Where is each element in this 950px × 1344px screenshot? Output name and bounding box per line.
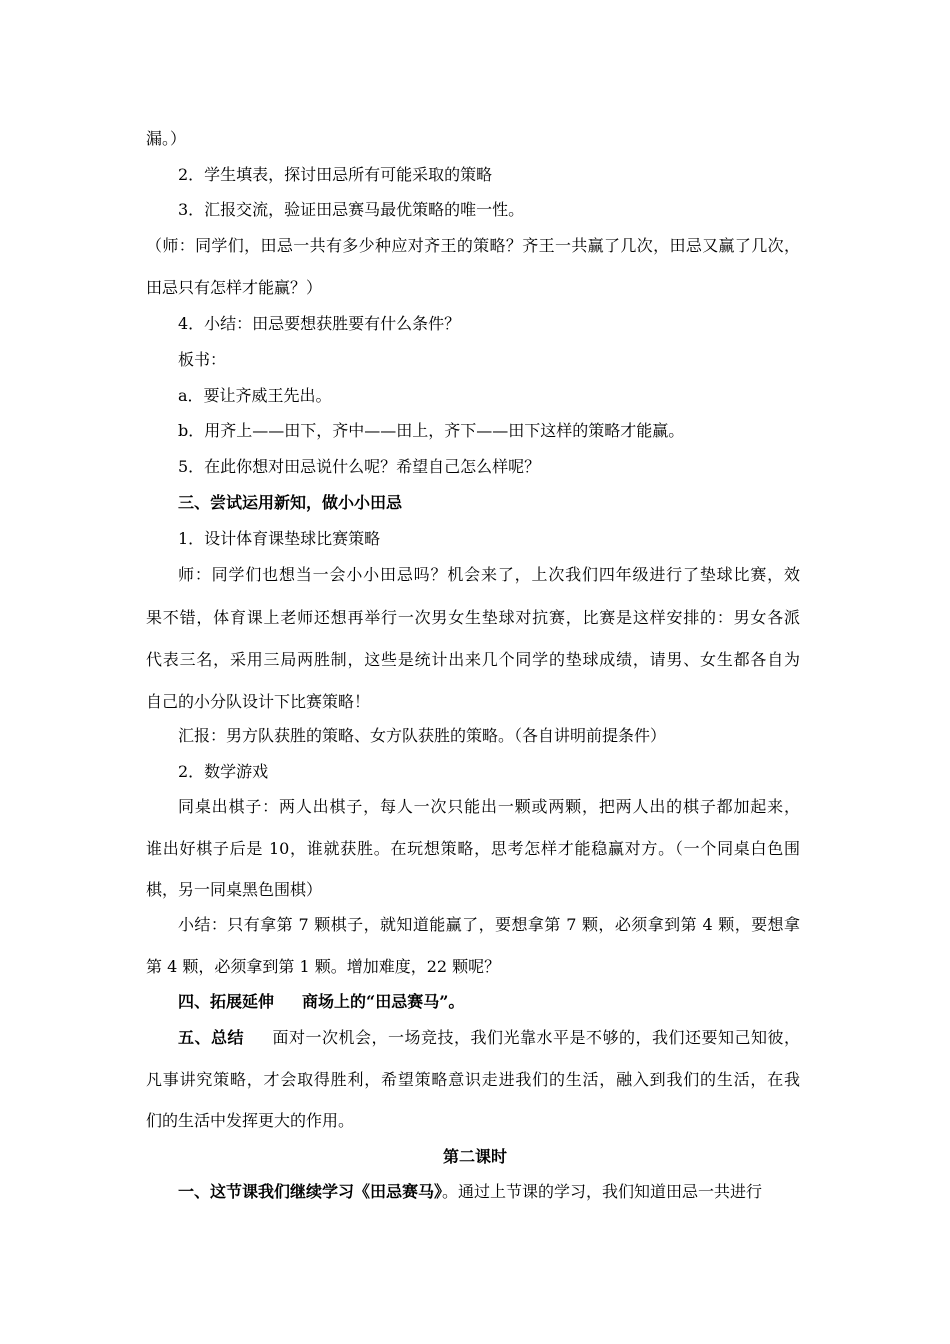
- section-heading: 三、尝试运用新知，做小小田忌: [178, 493, 403, 512]
- lesson-title: 第二课时: [442, 1147, 507, 1166]
- text-line: 第 4 颗，必须拿到第 1 颗。增加难度，22 颗呢？: [146, 957, 501, 976]
- text-line: [178, 1028, 800, 1048]
- section-heading: [178, 992, 464, 1012]
- text-line: 凡事讲究策略，才会取得胜利，希望策略意识走进我们的生活，融入到我们的生活，在我: [146, 1070, 800, 1089]
- section-body: 面对一次机会，一场竞技，我们光靠水平是不够的，我们还要知己知彼，: [272, 1028, 800, 1047]
- text-line: （师：同学们，田忌一共有多少种应对齐王的策略？齐王一共赢了几次，田忌又赢了几次，: [146, 236, 800, 255]
- text-line: b．用齐上——田下，齐中——田上，齐下——田下这样的策略才能赢。: [178, 421, 685, 440]
- section-heading-title: 一、这节课我们继续学习《田忌赛马》: [178, 1182, 443, 1201]
- text-line: 小结：只有拿第 7 颗棋子，就知道能赢了，要想拿第 7 颗，必须拿到第 4 颗，要想拿: [178, 915, 800, 934]
- section-heading-title: 四、拓展延伸: [178, 992, 275, 1011]
- text-line: 自己的小分队设计下比赛策略！: [146, 692, 371, 711]
- text-line: 汇报：男方队获胜的策略、女方队获胜的策略。（各自讲明前提条件）: [178, 726, 667, 745]
- text-line: 2．学生填表，探讨田忌所有可能采取的策略: [178, 165, 493, 184]
- text-line: 1．设计体育课垫球比赛策略: [178, 529, 381, 548]
- text-line: 2．数学游戏: [178, 762, 269, 781]
- text-line: 4．小结：田忌要想获胜要有什么条件？: [178, 314, 461, 333]
- text-line: 3．汇报交流，验证田忌赛马最优策略的唯一性。: [178, 200, 525, 219]
- text-line: 代表三名，采用三局两胜制，这些是统计出来几个同学的垫球成绩，请男、女生都各自为: [146, 650, 800, 669]
- text-line: [178, 1182, 762, 1202]
- text-line: 果不错，体育课上老师还想再举行一次男女生垫球对抗赛，比赛是这样安排的：男女各派: [146, 608, 800, 627]
- text-line: 板书：: [178, 350, 227, 369]
- text-line: 同桌出棋子：两人出棋子，每人一次只能出一颗或两颗，把两人出的棋子都加起来，: [178, 797, 800, 816]
- text-line: 棋，另一同桌黑色围棋）: [146, 880, 323, 899]
- section-heading-title: 五、总结: [178, 1028, 244, 1047]
- text-line: a．要让齐威王先出。: [178, 386, 332, 405]
- text-line: 田忌只有怎样才能赢？）: [146, 278, 323, 297]
- text-line: 谁出好棋子后是 10，谁就获胜。在玩想策略，思考怎样才能稳赢对方。（一个同桌白色围: [146, 839, 800, 858]
- text-line: 5．在此你想对田忌说什么呢？希望自己怎么样呢？: [178, 457, 541, 476]
- text-line: 们的生活中发挥更大的作用。: [146, 1111, 355, 1130]
- text-line: 漏。）: [146, 129, 187, 148]
- section-heading-subtitle: 商场上的“田忌赛马”。: [302, 992, 465, 1011]
- text-line: 师：同学们也想当一会小小田忌吗？机会来了，上次我们四年级进行了垫球比赛，效: [178, 565, 800, 584]
- section-body: 。通过上节课的学习，我们知道田忌一共进行: [442, 1182, 763, 1201]
